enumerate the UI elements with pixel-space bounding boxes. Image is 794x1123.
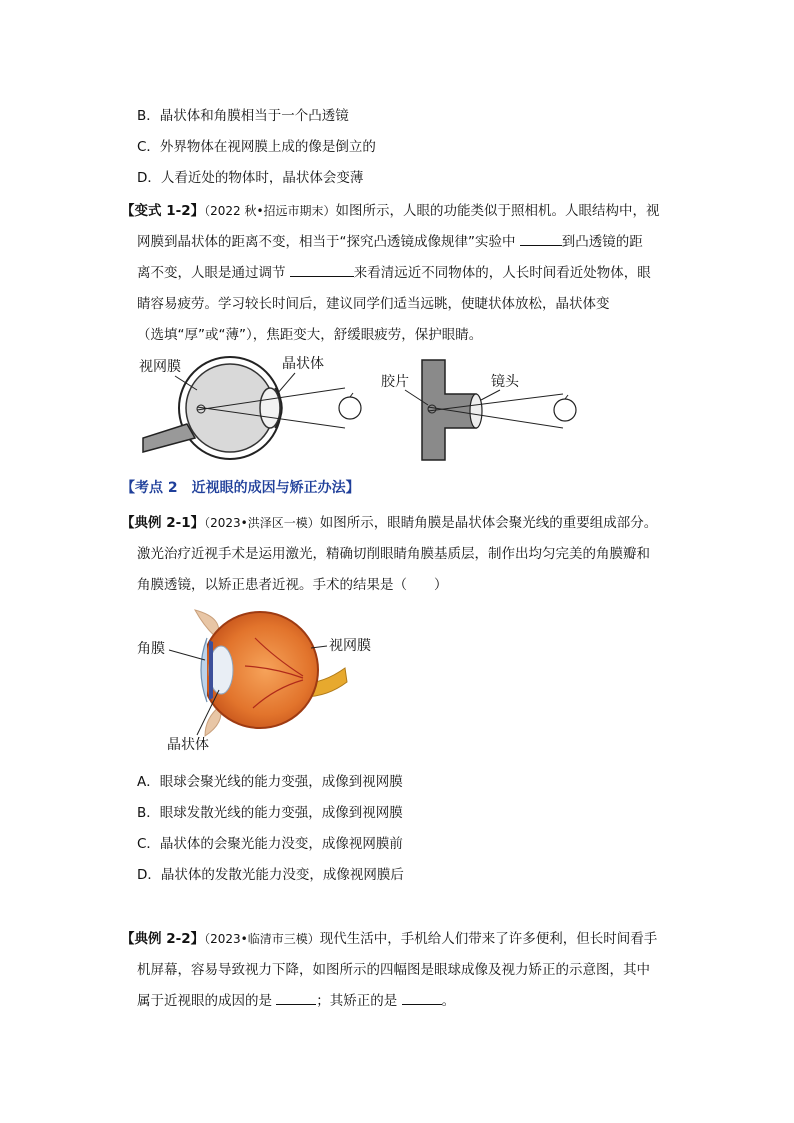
example-2-1-tag: 【典例 2-1】 (121, 515, 205, 531)
example-2-2-line-2: 机屏幕，容易导致视力下降，如图所示的四幅图是眼球成像及视力矫正的示意图，其中 (137, 962, 650, 978)
variant-source: （2022 秋•招远市期末） (204, 204, 336, 218)
example-2-2-text-1: 现代生活中，手机给人们带来了许多便利，但长时间看手 (319, 931, 658, 947)
lens-label: 晶状体 (282, 356, 324, 372)
example-2-1-line-3: 角膜透镜，以矫正患者近视。手术的结果是（ ） (137, 577, 448, 593)
example-2-2-text-3c: 。 (441, 993, 456, 1009)
retina-label: 视网膜 (139, 359, 181, 375)
answer-blank-3[interactable] (276, 992, 316, 1005)
eyeball-figure (135, 598, 371, 758)
variant-1-2-line-5: （选填“厚”或“薄”），焦距变大，舒缓眼疲劳，保护眼睛。 (137, 327, 483, 343)
example-2-1-text-1: 如图所示，眼睛角膜是晶状体会聚光线的重要组成部分。 (319, 515, 658, 531)
eye-camera-figure (135, 350, 575, 465)
cornea-label: 角膜 (137, 641, 165, 657)
variant-1-2-line-3 (137, 261, 651, 281)
variant-tag: 【变式 1-2】 (121, 203, 205, 219)
example-2-2-text-3a: 属于近视眼的成因的是 (137, 993, 272, 1009)
topic-2-heading: 【考点 2 近视眼的成因与矫正办法】 (121, 480, 360, 496)
variant-text-3a: 离不变，人眼是通过调节 (137, 265, 286, 281)
example-2-1-source: （2023•洪泽区一模） (204, 516, 320, 530)
retina-label-2: 视网膜 (329, 638, 371, 654)
variant-text-3b: 来看清远近不同物体的，人长时间看近处物体，眼 (353, 265, 651, 281)
answer-blank-2[interactable] (290, 264, 354, 277)
option-b: B．晶状体和角膜相当于一个凸透镜 (137, 108, 349, 124)
variant-text-1: 如图所示，人眼的功能类似于照相机。人眼结构中，视 (335, 203, 660, 219)
example-2-2-text-3b: ；其矫正的是 (316, 993, 398, 1009)
variant-text-2b: 到凸透镜的距 (561, 234, 643, 250)
option-c: C．外界物体在视网膜上成的像是倒立的 (137, 139, 376, 155)
example-2-1-option-b: B．眼球发散光线的能力变强，成像到视网膜 (137, 805, 403, 821)
variant-1-2-line-4: 睛容易疲劳。学习较长时间后，建议同学们适当远眺，使睫状体放松，晶状体变 (137, 296, 610, 312)
lens-label-2: 晶状体 (167, 737, 209, 753)
variant-text-2a: 网膜到晶状体的距离不变，相当于“探究凸透镜成像规律”实验中 (137, 234, 516, 250)
film-label: 胶片 (381, 374, 409, 390)
example-2-2-line-3 (137, 989, 455, 1009)
answer-blank-4[interactable] (402, 992, 442, 1005)
example-2-1-line-1 (121, 511, 657, 531)
option-d: D．人看近处的物体时，晶状体会变薄 (137, 170, 364, 186)
variant-1-2-line-1 (121, 199, 660, 219)
answer-blank-1[interactable] (520, 233, 562, 246)
example-2-1-option-d: D．晶状体的发散光能力没变，成像视网膜后 (137, 867, 404, 883)
example-2-2-tag: 【典例 2-2】 (121, 931, 205, 947)
example-2-2-source: （2023•临清市三模） (204, 932, 320, 946)
example-2-1-option-c: C．晶状体的会聚光能力没变，成像视网膜前 (137, 836, 403, 852)
variant-1-2-line-2 (137, 230, 643, 250)
camera-lens-label: 镜头 (491, 374, 519, 390)
example-2-1-option-a: A．眼球会聚光线的能力变强，成像到视网膜 (137, 774, 403, 790)
example-2-2-line-1 (121, 927, 657, 947)
example-2-1-line-2: 激光治疗近视手术是运用激光，精确切削眼睛角膜基质层，制作出均匀完美的角膜瓣和 (137, 546, 650, 562)
